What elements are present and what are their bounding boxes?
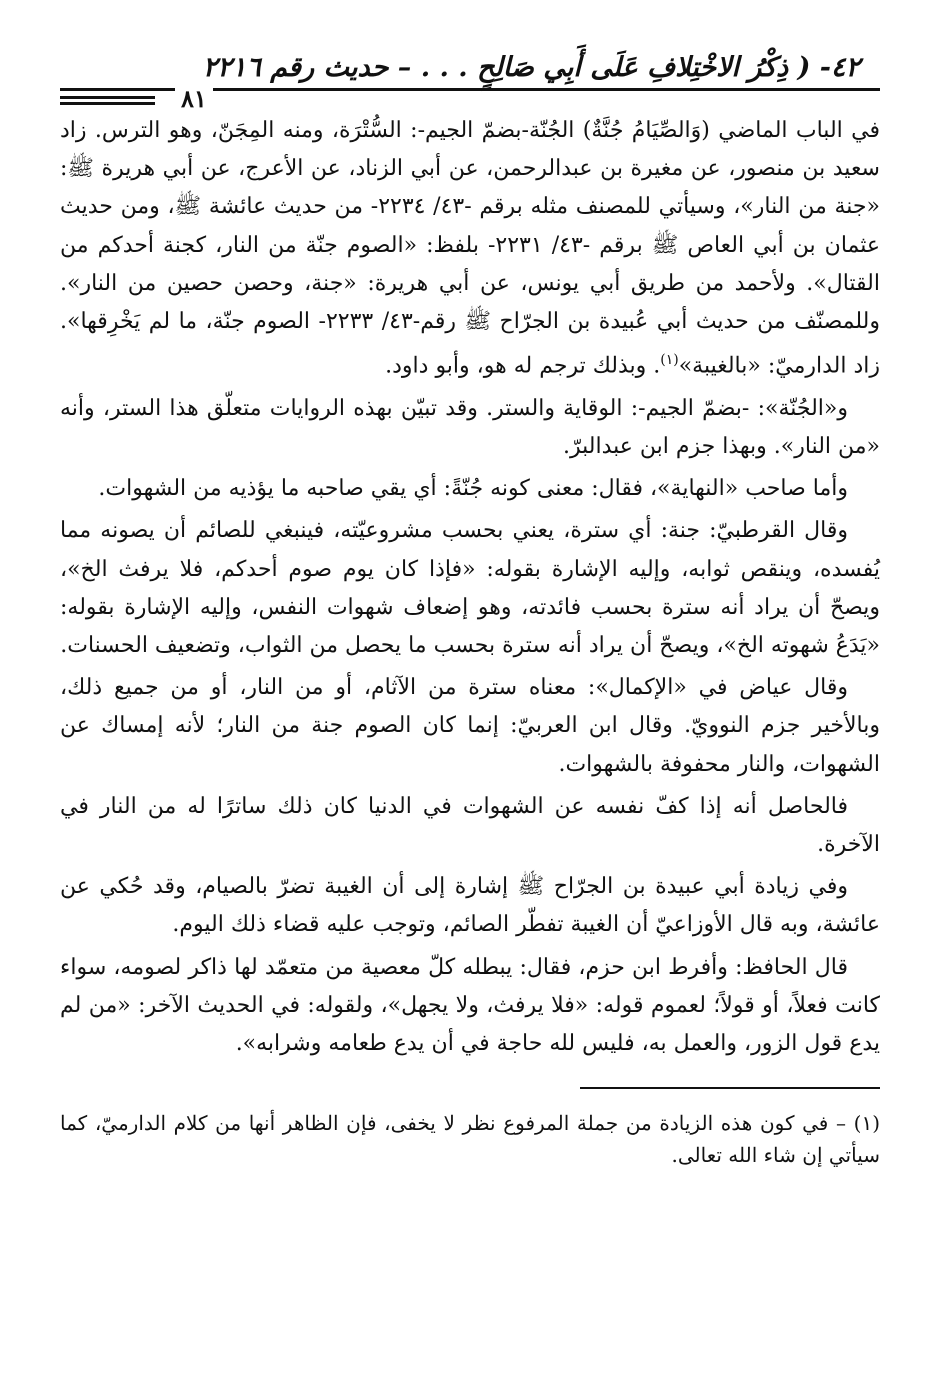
page-number: ٨١ [175,84,213,113]
body-text [60,112,880,1063]
paragraph: وقال القرطبيّ: جنة: أي سترة، يعني بحسب مشروعيّته، فينبغي للصائم أن يصونه مما يُفسده، وينقص ثوابه، وإليه الإشارة بقوله: «فإذا كان يوم صوم أحدكم، فلا يرفث الخ»، ويصحّ أن يراد أنه سترة بحسب فائدته، وهو إضعاف شهوات النفس، وإليه الإشارة بقوله: «يَدَعُ شهوته الخ»، ويصحّ أن يراد أنه سترة بحسب ما يحصل من الثواب، وتضعيف الحسنات. [60,518,881,658]
paragraph: وفي زيادة أبي عبيدة بن الجرّاح ﷺ إشارة إلى أن الغيبة تضرّ بالصيام، وقد حُكي عن عائشة، وبه قال الأوزاعيّ أن الغيبة تفطّر الصائم، وتوجب عليه قضاء ذلك اليوم. [60,874,880,938]
paragraph: و«الجُنّة»: -بضمّ الجيم-: الوقاية والستر. وقد تبيّن بهذه الروايات متعلّق هذا الستر، وأنه «من النار». وبهذا جزم ابن عبدالبرّ. [60,395,880,459]
paragraph-tail: . وبذلك ترجم له هو، وأبو داود. [385,353,661,379]
footnote-separator [580,1087,880,1089]
header-rule [60,84,880,113]
header-rule-double [60,96,155,105]
footnote-reference[interactable]: (١) [660,352,679,369]
running-head-title: ٤٢- ( ذِكْرُ الاخْتِلافِ عَلَى أَبِي صَالِحٍ . . . – حديث رقم ٢٢١٦ [202,52,860,83]
paragraph [60,112,880,386]
paragraph: وقال عياض في «الإكمال»: معناه سترة من الآثام، أو من النار، أو من جميع ذلك، وبالأخير جزم النوويّ. وقال ابن العربيّ: إنما كان الصوم جنة من النار؛ لأنه إمساك عن الشهوات، والنار محفوفة بالشهوات. [60,675,880,777]
paragraph: وأما صاحب «النهاية»، فقال: معنى كونه جُنّةً: أي يقي صاحبه ما يؤذيه من الشهوات. [98,476,848,502]
footnote: (١) – في كون هذه الزيادة من جملة المرفوع نظر لا يخفى، فإن الظاهر أنها من كلام الدارميّ، كما سيأتي إن شاء الله تعالى. [60,1111,880,1168]
paragraph-text: في الباب الماضي (وَالصِّيَامُ جُنَّةٌ) الجُنّة-بضمّ الجيم-: السُّتْرَة، ومنه المِجَنّ، وهو الترس. زاد سعيد بن منصور، عن مغيرة بن عبدالرحمن، عن أبي الزناد، عن الأعرج، عن أبي هريرة ﷺ: «جنة من النار»، وسيأتي للمصنف مثله برقم -٤٣/ ٢٢٣٤- من حديث عائشة ﷺ، ومن حديث عثمان بن أبي العاص ﷺ برقم -٤٣/ ٢٢٣١- بلفظ: «الصوم جنّة من النار، كجنة أحدكم من القتال». ولأحمد من طريق أبي يونس، عن أبي هريرة: «جنة، وحصن حصين من النار». وللمصنّف من حديث أبي عُبيدة بن الجرّاح ﷺ رقم-٤٣/ ٢٢٣٣- الصوم جنّة، ما لم يَخْرِقها». زاد الدارميّ: «بالغيبة» [60,118,881,379]
paragraph: فالحاصل أنه إذا كفّ نفسه عن الشهوات في الدنيا كان ذلك ساترًا له من النار في الآخرة. [60,793,880,857]
running-head [60,50,880,86]
page [60,50,880,1171]
paragraph: قال الحافظ: وأفرط ابن حزم، فقال: يبطله كلّ معصية من متعمّد لها ذاكر لصومه، سواء كانت فعلاً، أو قولاً؛ لعموم قوله: «فلا يرفث، ولا يجهل»، ولقوله: في الحديث الآخر: «من لم يدع قول الزور، والعمل به، فليس لله حاجة في أن يدع طعامه وشرابه». [60,954,880,1056]
